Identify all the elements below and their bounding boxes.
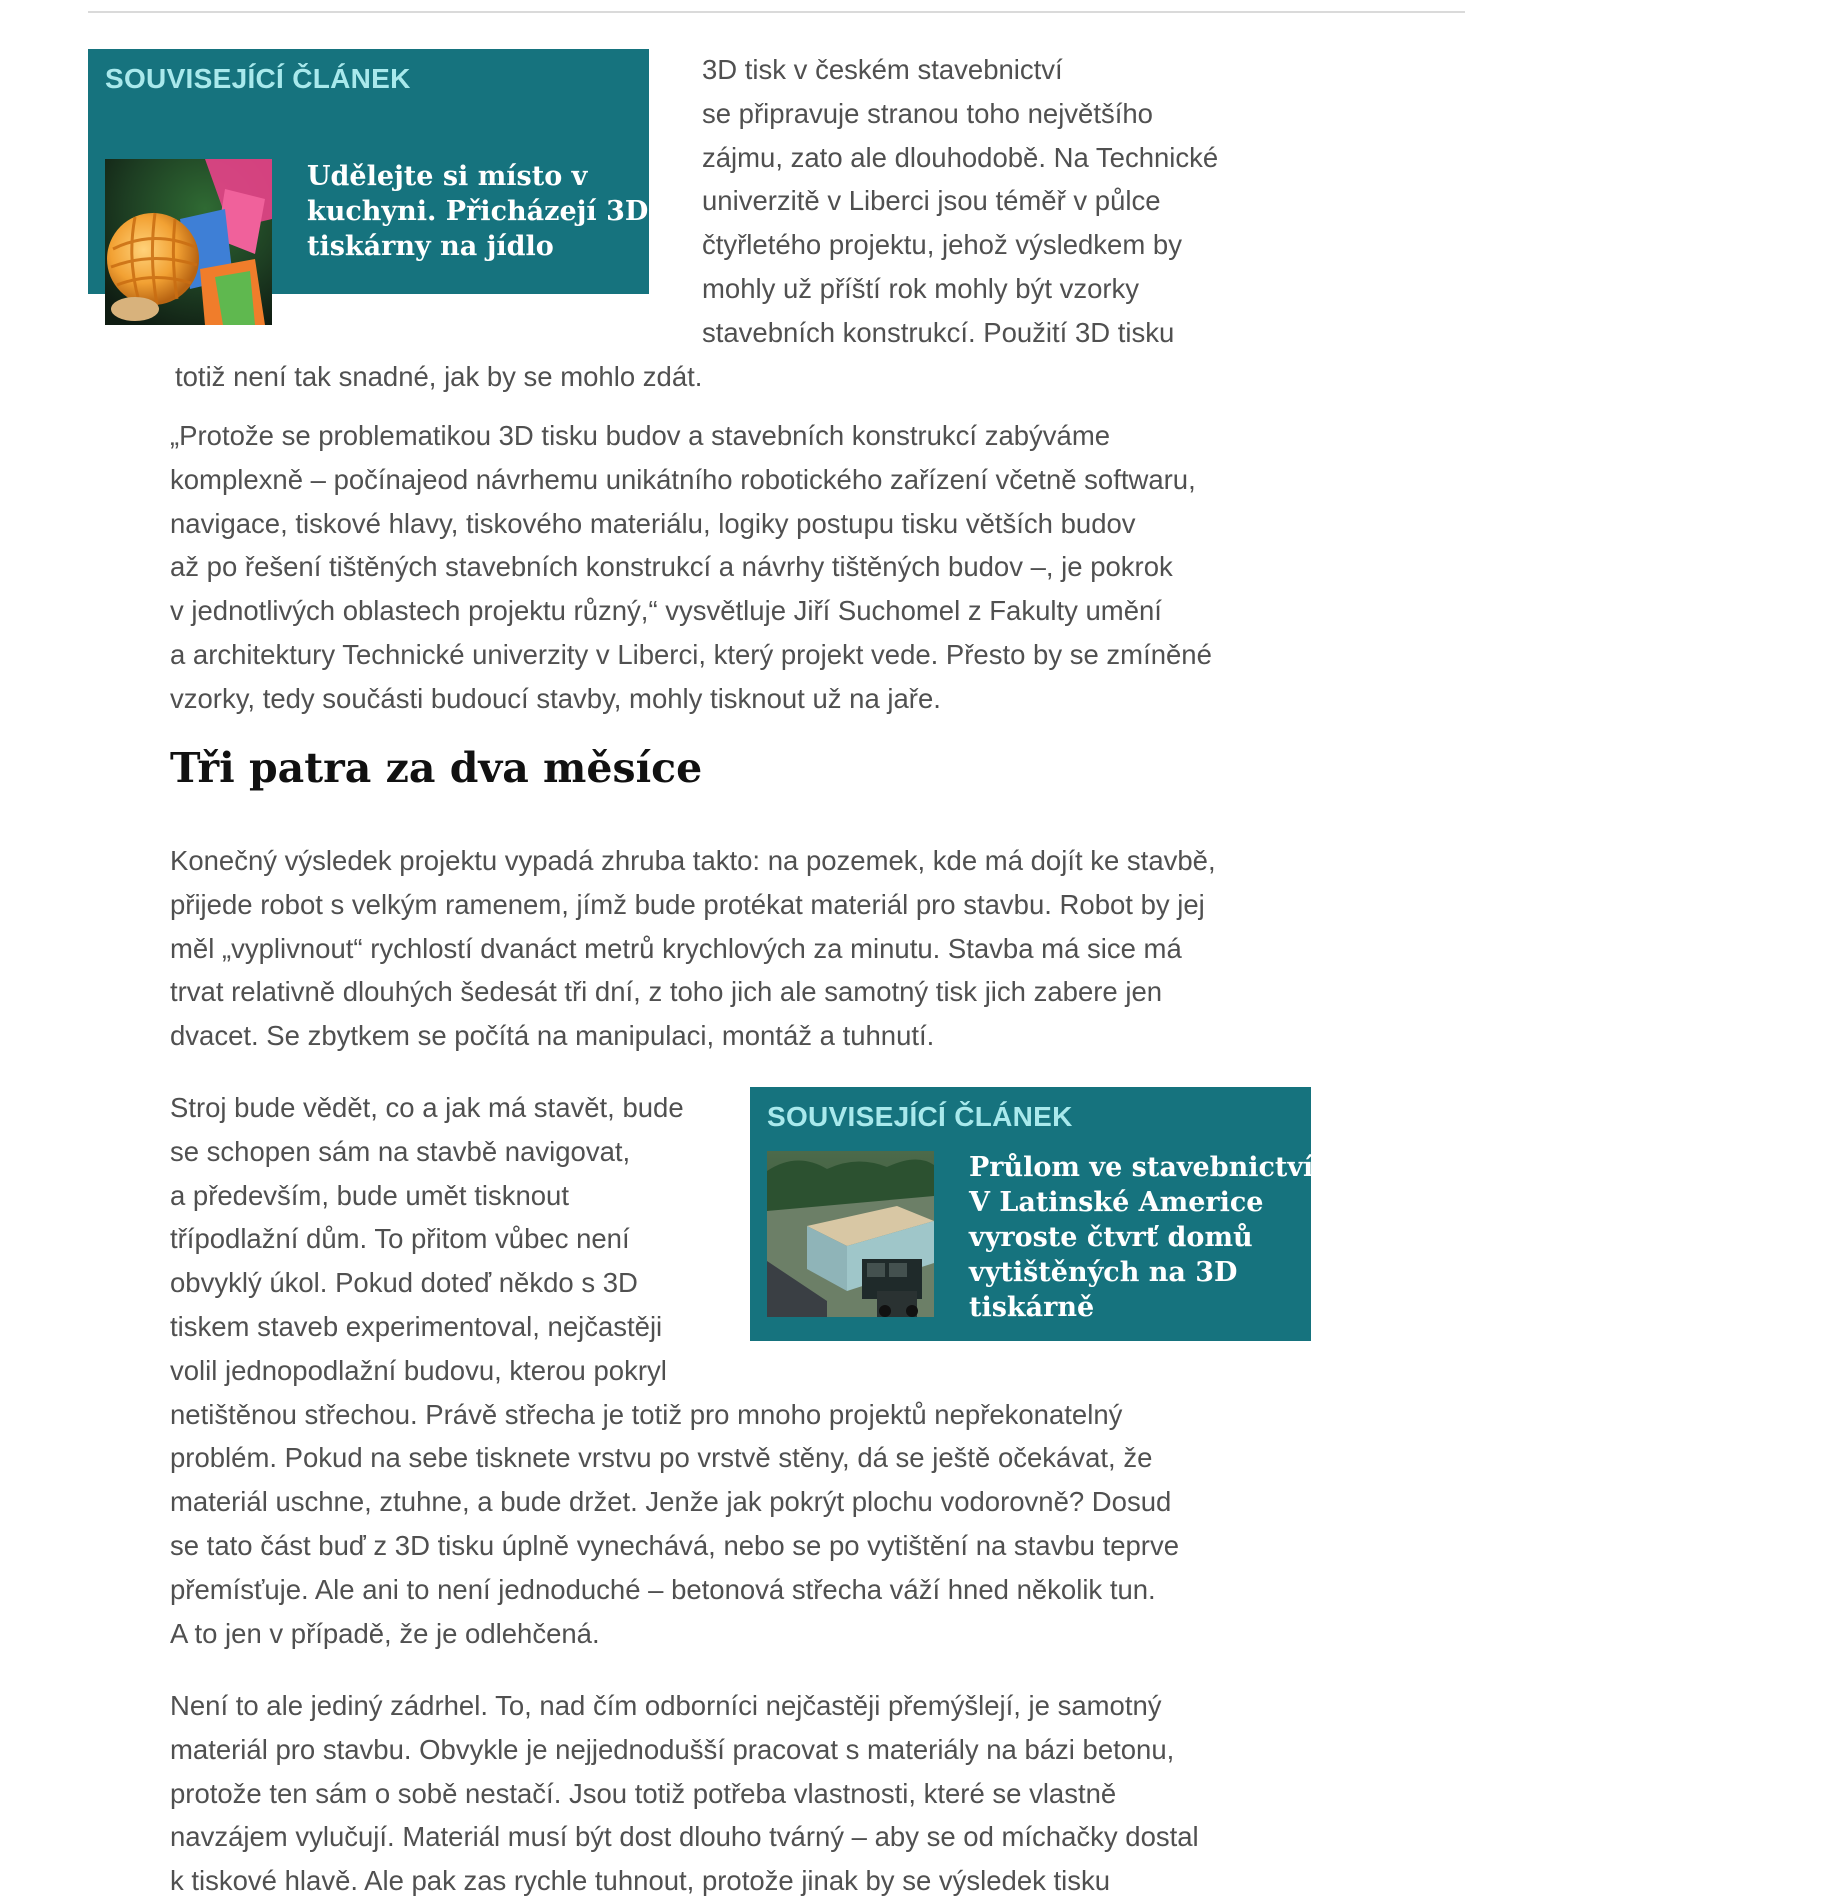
article-paragraph-intro [170,48,1218,398]
text-line: se připravuje stranou toho největšího [702,97,1153,129]
text-line: komplexně – počínajeod návrhemu unikátního robotického zařízení včetně softwaru, [170,463,1196,495]
text-line: mohly už příští rok mohly být vzorky [702,272,1140,304]
text-line: a především, bude umět tisknout [170,1179,569,1211]
related-title-line: kuchyni. Přicházejí 3D [307,196,649,227]
text-line: stavebních konstrukcí. Použití 3D tisku [702,316,1175,348]
text-line: Není to ale jediný zádrhel. To, nad čím odborníci nejčastěji přemýšlejí, je samotný [170,1690,1162,1721]
text-line: zájmu, zato ale dlouhodobě. Na Technické [702,141,1219,173]
article-paragraph-result [170,839,1216,1058]
text-line: měl „vyplivnout“ rychlostí dvanáct metrů krychlových za minutu. Stavba má sice má [170,932,1182,964]
related-title-line: Udělejte si místo v [307,161,588,192]
text-line: „Protože se problematikou 3D tisku budov a stavebních konstrukcí zabýváme [170,420,1111,451]
text-line: obvyklý úkol. Pokud doteď někdo s 3D [170,1267,638,1299]
related-title-line: tiskárny na jídlo [307,231,554,262]
text-line: až po řešení tištěných stavebních konstrukcí a návrhy tištěných budov –, je pokrok [170,551,1173,583]
related-title-line: vytištěných na 3D [969,1257,1238,1288]
related-title-line: Průlom ve stavebnictví. [969,1152,1323,1183]
related-article-label: SOUVISEJÍCÍ ČLÁNEK [105,63,411,94]
related-title-line: tiskárně [969,1292,1095,1323]
article-paragraph-quote [170,414,1212,721]
text-line: trvat relativně dlouhých šedesát tři dní, z toho jich ale samotný tisk jich zabere jen [170,976,1163,1008]
text-line: materiál pro stavbu. Obvykle je nejjednodušší pracovat s materiály na bázi betonu, [170,1733,1175,1765]
text-line: k tiskové hlavě. Ale pak zas rychle tuhnout, protože jinak by se výsledek tisku [170,1865,1111,1897]
article-paragraph-machine [170,1086,1179,1655]
text-line: volil jednopodlažní budovu, kterou pokryl [170,1354,667,1386]
text-line: třípodlažní dům. To přitom vůbec není [170,1223,630,1255]
text-line: totiž není tak snadné, jak by se mohlo zdát. [175,360,703,392]
text-line: se tato část buď z 3D tisku úplně vynechává, nebo se po vytištění na stavbu teprve [170,1529,1180,1561]
text-line: protože ten sám o sobě nestačí. Jsou totiž potřeba vlastnosti, které se vlastně [170,1777,1117,1809]
text-line: čtyřletého projektu, jehož výsledkem by [702,229,1182,261]
text-line: A to jen v případě, že je odlehčená. [170,1617,600,1649]
text-line: a architektury Technické univerzity v Liberci, který projekt vede. Přesto by se zmíněné [170,638,1212,670]
related-title-line: vyroste čtvrť domů [969,1222,1253,1253]
text-line: navzájem vylučují. Materiál musí být dost dlouho tvárný – aby se od míchačky dostal [170,1821,1199,1853]
top-divider [88,11,1465,13]
related-title-line: V Latinské Americe [969,1187,1264,1218]
article-paragraph-material [170,1684,1199,1903]
text-line: dvacet. Se zbytkem se počítá na manipulaci, montáž a tuhnutí. [170,1020,935,1052]
text-line: univerzitě v Liberci jsou téměř v půlce [702,185,1161,217]
text-line: se schopen sám na stavbě navigovat, [170,1135,631,1167]
section-heading: Tři patra za dva měsíce [170,744,703,792]
text-line: netištěnou střechou. Právě střecha je totiž pro mnoho projektů nepřekonatelný [170,1398,1123,1430]
text-line: navigace, tiskové hlavy, tiskového materiálu, logiky postupu tisku větších budov [170,507,1136,539]
text-line: vzorky, tedy součásti budoucí stavby, mohly tisknout už na jaře. [170,682,941,714]
text-line: v jednotlivých oblastech projektu různý,“ vysvětluje Jiří Suchomel z Fakulty umění [170,595,1162,627]
text-line: 3D tisk v českém stavebnictví [702,54,1063,85]
text-line: přemísťuje. Ale ani to není jednoduché – betonová střecha váží hned několik tun. [170,1573,1156,1605]
related-article-label: SOUVISEJÍCÍ ČLÁNEK [767,1101,1073,1132]
text-line: problém. Pokud na sebe tisknete vrstvu po vrstvě stěny, dá se ještě očekávat, že [170,1442,1153,1474]
text-line: tiskem staveb experimentoval, nejčastěji [170,1310,663,1342]
text-line: přijede robot s velkým ramenem, jímž bude protékat materiál pro stavbu. Robot by jej [170,888,1205,920]
text-line: Stroj bude vědět, co a jak má stavět, bude [170,1092,684,1123]
text-line: materiál uschne, ztuhne, a bude držet. Jenže jak pokrýt plochu vodorovně? Dosud [170,1486,1172,1518]
text-line: Konečný výsledek projektu vypadá zhruba takto: na pozemek, kde má dojít ke stavbě, [170,845,1216,876]
